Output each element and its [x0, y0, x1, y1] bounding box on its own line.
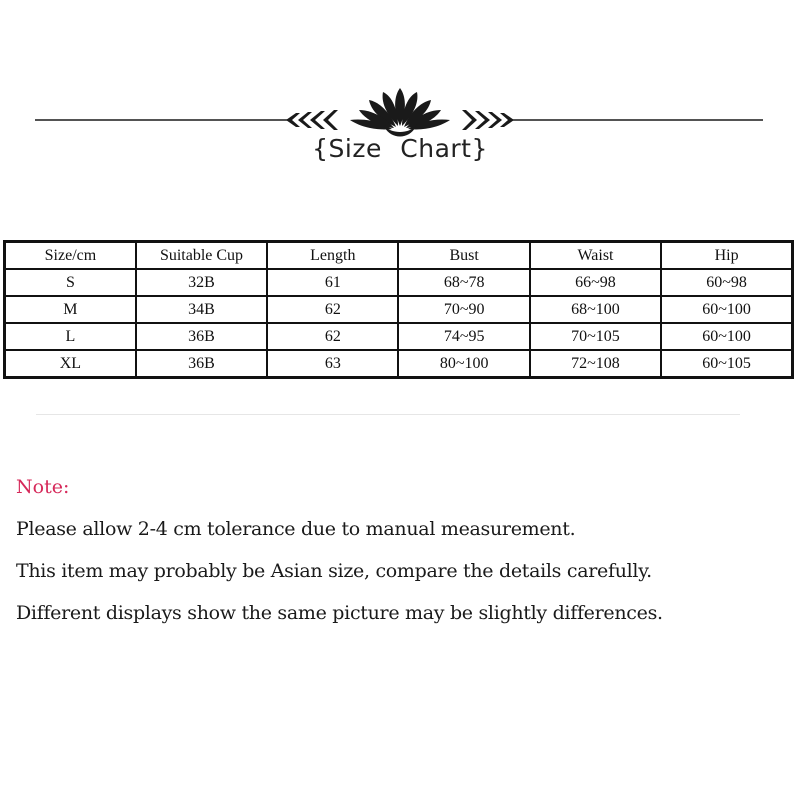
column-header-bust: Bust: [398, 242, 529, 270]
cell-size: XL: [5, 350, 136, 378]
cell-length: 61: [267, 269, 398, 296]
cell-hip: 60~100: [661, 296, 792, 323]
cell-bust: 74~95: [398, 323, 529, 350]
note-line-displays: Different displays show the same picture may be slightly differences.: [16, 602, 663, 624]
ornament-chevrons-right: [462, 110, 514, 130]
cell-bust: 68~78: [398, 269, 529, 296]
table-row: [5, 350, 793, 378]
note-line-tolerance: Please allow 2-4 cm tolerance due to manual measurement.: [16, 518, 576, 540]
cell-size: M: [5, 296, 136, 323]
cell-waist: 66~98: [530, 269, 661, 296]
column-header-cup: Suitable Cup: [136, 242, 267, 270]
ornament-fan: [350, 88, 450, 137]
table-row: [5, 296, 793, 323]
cell-size: L: [5, 323, 136, 350]
cell-length: 62: [267, 323, 398, 350]
column-header-waist: Waist: [530, 242, 661, 270]
cell-bust: 80~100: [398, 350, 529, 378]
cell-hip: 60~98: [661, 269, 792, 296]
ornament-chevrons-left: [286, 110, 338, 130]
table-row: [5, 323, 793, 350]
cell-bust: 70~90: [398, 296, 529, 323]
divider: [36, 414, 740, 415]
cell-hip: 60~100: [661, 323, 792, 350]
cell-cup: 36B: [136, 350, 267, 378]
cell-cup: 34B: [136, 296, 267, 323]
cell-hip: 60~105: [661, 350, 792, 378]
cell-cup: 32B: [136, 269, 267, 296]
table-row: [5, 269, 793, 296]
column-header-hip: Hip: [661, 242, 792, 270]
note-heading: Note:: [16, 476, 70, 498]
page-title: {Size Chart}: [312, 134, 488, 163]
cell-length: 63: [267, 350, 398, 378]
cell-waist: 68~100: [530, 296, 661, 323]
cell-cup: 36B: [136, 323, 267, 350]
table-header-row: [5, 242, 793, 270]
column-header-length: Length: [267, 242, 398, 270]
column-header-size: Size/cm: [5, 242, 136, 270]
cell-waist: 70~105: [530, 323, 661, 350]
note-line-asian-size: This item may probably be Asian size, compare the details carefully.: [16, 560, 652, 582]
cell-length: 62: [267, 296, 398, 323]
cell-size: S: [5, 269, 136, 296]
cell-waist: 72~108: [530, 350, 661, 378]
size-chart-table: [3, 240, 794, 379]
